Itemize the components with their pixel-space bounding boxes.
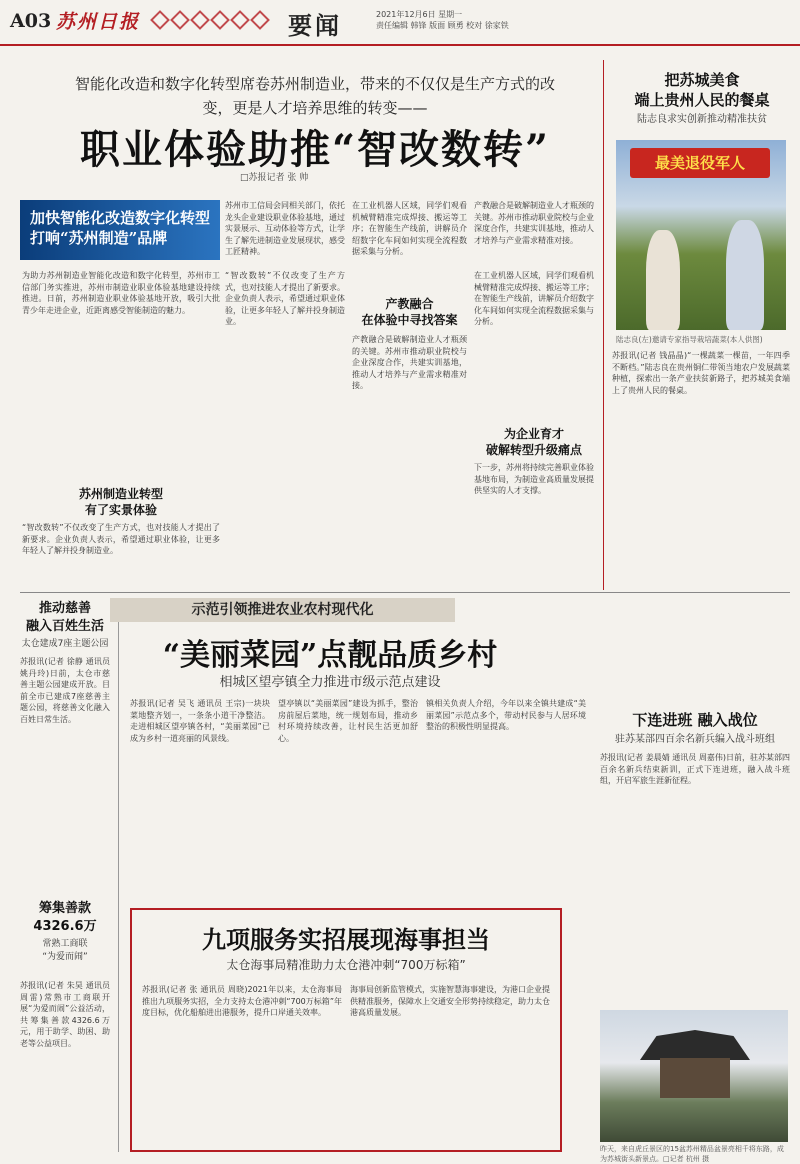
maritime-text-a: 苏报讯(记者 张 通讯员 周晓)2021年以来，太仓海事局推出九项服务实招，全力支持太仓港冲刺“700万标箱”年度目标，优化船舶进出港服务，提升口岸通关效率。 <box>142 985 342 1017</box>
lead-text-d: 产教融合是破解制造业人才瓶颈的关键。苏州市推动职业院校与企业深度合作，共建实训基地，推动人才培养与产业需求精准对接。 <box>474 201 594 245</box>
lead-text-c2: 在工业机器人区域，同学们观看机械臂精准完成焊接、搬运等工序；在智能生产线前，讲解员介绍数字化车间如何实现全流程数据采集与分析。 <box>474 271 594 326</box>
left-low-headline-line1: 筹集善款 <box>38 901 91 916</box>
lead-headline: 职业体验助推“智改数转” <box>79 126 550 173</box>
lead-subhead-a: 苏州制造业转型 有了实景体验 <box>78 487 163 517</box>
lead-text-c: 在工业机器人区域，同学们观看机械臂精准完成焊接、搬运等工序；在智能生产线前，讲解员介绍数字化车间如何实现全流程数据采集与分析。 <box>352 201 467 256</box>
ag-subhead: 相城区望亭镇全力推进市级示范点建设 <box>219 675 441 690</box>
lead-text-b: 苏州市工信局会同相关部门，依托龙头企业建设职业体验基地，通过实景展示、互动体验等方式，让学生了解先进制造业发展现状，感受工匠精神。 <box>225 201 345 256</box>
ag-text-c: 镇相关负责人介绍，今年以来全镇共建成“美丽菜园”示范点多个，带动村民参与人居环境整治的积极性明显提高。 <box>426 699 586 731</box>
ag-headline: “美丽菜园”点靓品质乡村 <box>162 638 498 673</box>
maritime-box <box>130 908 562 1152</box>
lead-text-e2: “智改数转”不仅改变了生产方式，也对技能人才提出了新要求。企业负责人表示，希望通过职业体验，让更多年轻人了解并投身制造业。 <box>225 271 345 326</box>
masthead <box>0 0 800 46</box>
pavilion-roof <box>640 1030 750 1060</box>
paper-logo: 苏州日报 <box>56 11 141 33</box>
left-mid-headline-line2: 融入百姓生活 <box>25 619 104 634</box>
bonsai-photo-caption: 昨天，来自虎丘景区的15盆苏州精品盆景亮相千将东路，成为苏城街头新景点。□记者 杭州 摄 <box>600 1145 784 1163</box>
right-low-text: 苏报讯(记者 姜晨婧 通讯员 周嘉伟)日前，驻苏某部四百余名新兵结束新训，正式下连进班，融入战斗班组，开启军旅生涯新征程。 <box>600 753 790 785</box>
right-low-headline: 下连进班 融入战位 <box>632 711 758 729</box>
veteran-badge: 最美退役军人 <box>630 148 770 178</box>
page-number: A03 <box>10 10 52 32</box>
left-low-headline-line2: 4326.6万 <box>33 919 97 934</box>
masthead-decoration <box>150 10 280 32</box>
veteran-photo-caption: 陆志良(左)邀请专家指导栽培蔬菜(本人供图) <box>616 335 763 344</box>
lead-deck-line1: 智能化改造和数字化转型席卷苏州制造业，带来的不仅仅是生产方式的改 <box>74 75 555 93</box>
bonsai-photo <box>600 1010 788 1142</box>
lead-byline: □苏报记者 张 帅 <box>240 173 309 183</box>
lead-subhead-c: 为企业育才 破解转型升级痛点 <box>485 427 582 457</box>
lead-text-e: “智改数转”不仅改变了生产方式，也对技能人才提出了新要求。企业负责人表示，希望通过职业体验，让更多年轻人了解并投身制造业。 <box>22 523 220 555</box>
right-top-text: 苏报讯(记者 钱晶晶)“一棵蔬菜一棵苗，一年四季不断档。”陆志良在贵州铜仁带领当地农户发展蔬菜种植，探索出一条产业扶贫新路子，把苏城美食端上了贵州人民的餐桌。 <box>612 351 790 395</box>
veteran-photo <box>616 140 786 330</box>
right-top-subhead: 陆志良求实创新推动精准扶贫 <box>637 114 767 125</box>
lead-banner <box>20 200 220 260</box>
section-title: 要闻 <box>288 12 342 40</box>
left-mid-headline-line1: 推动慈善 <box>38 601 91 616</box>
section-separator <box>20 592 790 593</box>
person-right <box>726 220 764 330</box>
lead-text-a: 为助力苏州制造业智能化改造和数字化转型，苏州市工信部门务实推进，苏州市制造业职业体验基地建设持续推进。日前，苏州制造业职业体验基地开放，吸引大批青少年走进企业，近距离感受智能制造的魅力。 <box>22 271 220 315</box>
date-line: 2021年12月6日 星期一 <box>376 10 463 19</box>
maritime-headline: 九项服务实招展现海事担当 <box>202 925 490 954</box>
banner-line1: 加快智能化改造数字化转型 <box>30 209 211 227</box>
left-low-sub-line1: 常熟工商联 <box>42 939 88 949</box>
ag-text-b: 望亭镇以“美丽菜园”建设为抓手，整治房前屋后菜地，统一规划布局，推动乡村环境持续改善，让村民生活更加舒心。 <box>278 699 418 743</box>
left-mid-subhead: 太仓建成7座主题公园 <box>21 639 109 649</box>
left-low-heading <box>20 900 110 962</box>
pavilion-body <box>660 1058 730 1098</box>
column-divider <box>603 60 604 590</box>
right-low-heading <box>600 710 790 745</box>
maritime-subhead: 太仓海事局精准助力太仓港冲刺“700万标箱” <box>226 958 466 972</box>
right-top-heading <box>612 70 792 125</box>
right-top-headline-line1: 把苏城美食 <box>664 71 740 89</box>
ag-text-a: 苏报讯(记者 吴飞 通讯员 王宗)一块块菜地整齐划一，一条条小道干净整洁。走进相城区望亭镇各村，“美丽菜园”已成为乡村一道亮丽的风景线。 <box>130 699 270 743</box>
lead-text-f: 下一步，苏州将持续完善职业体验基地布局，为制造业高质量发展提供坚实的人才支撑。 <box>474 463 594 495</box>
right-top-headline-line2: 端上贵州人民的餐桌 <box>634 91 770 109</box>
person-left <box>646 230 680 330</box>
left-mid-heading <box>20 600 110 649</box>
banner-line2: 打响“苏州制造”品牌 <box>30 229 168 247</box>
ag-band: 示范引领推进农业农村现代化 <box>110 598 455 622</box>
lead-subhead-b: 产教融合 在体验中寻找答案 <box>361 297 458 327</box>
left-divider <box>118 600 119 1152</box>
right-low-subhead: 驻苏某部四百余名新兵编入战斗班组 <box>615 734 775 745</box>
date-editor-block <box>376 9 509 31</box>
lead-deck <box>40 72 590 120</box>
editor-line: 责任编辑 韩锋 版面 顾勇 校对 徐家铁 <box>376 21 509 30</box>
lead-text-d2: 产教融合是破解制造业人才瓶颈的关键。苏州市推动职业院校与企业深度合作，共建实训基地，推动人才培养与产业需求精准对接。 <box>352 335 467 390</box>
left-low-text: 苏报讯(记者 朱昊 通讯员 周雷)常熟市工商联开展“为爱而闹”公益活动，共筹集善款4326.6万元，用于助学、助困、助老等公益项目。 <box>20 981 110 1048</box>
left-low-sub-line2: “为爱而闹” <box>42 952 88 962</box>
maritime-text-b: 海事局创新监管模式，实施智慧海事建设，为港口企业提供精准服务，保障水上交通安全形势持续稳定，助力太仓港高质量发展。 <box>350 985 550 1017</box>
lead-deck-line2: 变，更是人才培养思维的转变—— <box>202 99 428 117</box>
left-mid-text: 苏报讯(记者 徐静 通讯员 姚丹玲)日前，太仓市慈善主题公园建成开放。目前全市已建成7座慈善主题公园，将慈善文化融入百姓日常生活。 <box>20 657 110 724</box>
